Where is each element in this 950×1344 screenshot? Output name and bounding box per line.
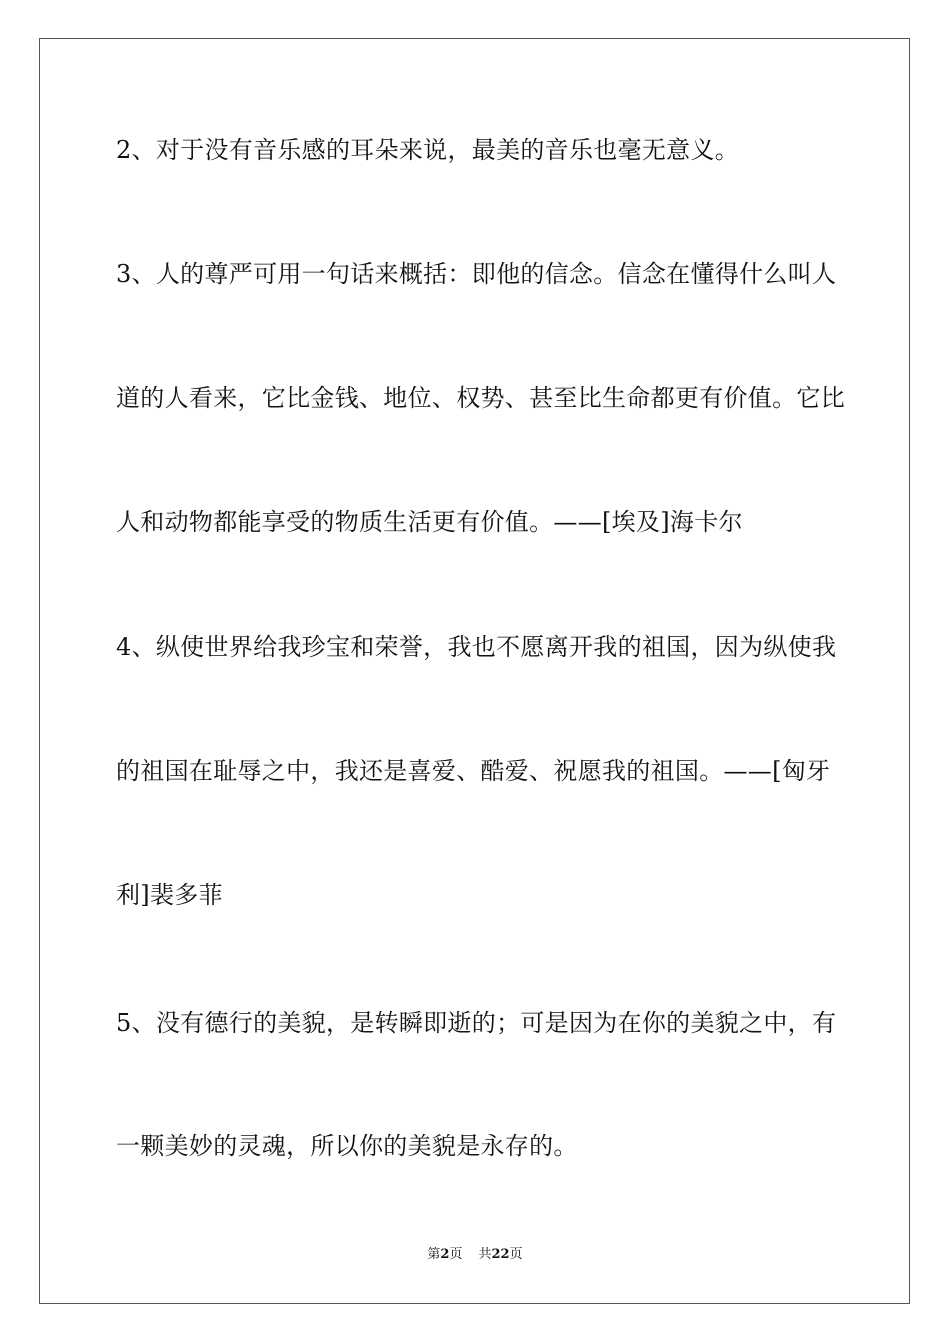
page-footer: [0, 1246, 950, 1264]
page-number: 2: [440, 1247, 450, 1262]
text-line-7: 利]裴多菲: [116, 881, 223, 909]
total-pages: 22: [491, 1247, 510, 1262]
page-border: [39, 38, 910, 1304]
text-line-1: 2、对于没有音乐感的耳朵来说，最美的音乐也毫无意义。: [116, 136, 740, 164]
total-suffix: 页: [509, 1247, 523, 1262]
text-line-9: 一颗美妙的灵魂，所以你的美貌是永存的。: [116, 1132, 578, 1160]
text-line-8: 5、没有德行的美貌，是转瞬即逝的；可是因为在你的美貌之中，有: [116, 1009, 837, 1037]
total-prefix: 共: [478, 1247, 492, 1262]
text-line-4: 人和动物都能享受的物质生活更有价值。——[埃及]海卡尔: [116, 508, 743, 536]
text-line-2: 3、人的尊严可用一句话来概括：即他的信念。信念在懂得什么叫人: [116, 260, 837, 288]
text-line-6: 的祖国在耻辱之中，我还是喜爱、酷爱、祝愿我的祖国。——[匈牙: [116, 757, 831, 785]
page-prefix: 第: [427, 1247, 441, 1262]
page-suffix: 页: [449, 1247, 463, 1262]
text-line-5: 4、纵使世界给我珍宝和荣誉，我也不愿离开我的祖国，因为纵使我: [116, 633, 837, 661]
text-line-3: 道的人看来，它比金钱、地位、权势、甚至比生命都更有价值。它比: [116, 384, 845, 412]
